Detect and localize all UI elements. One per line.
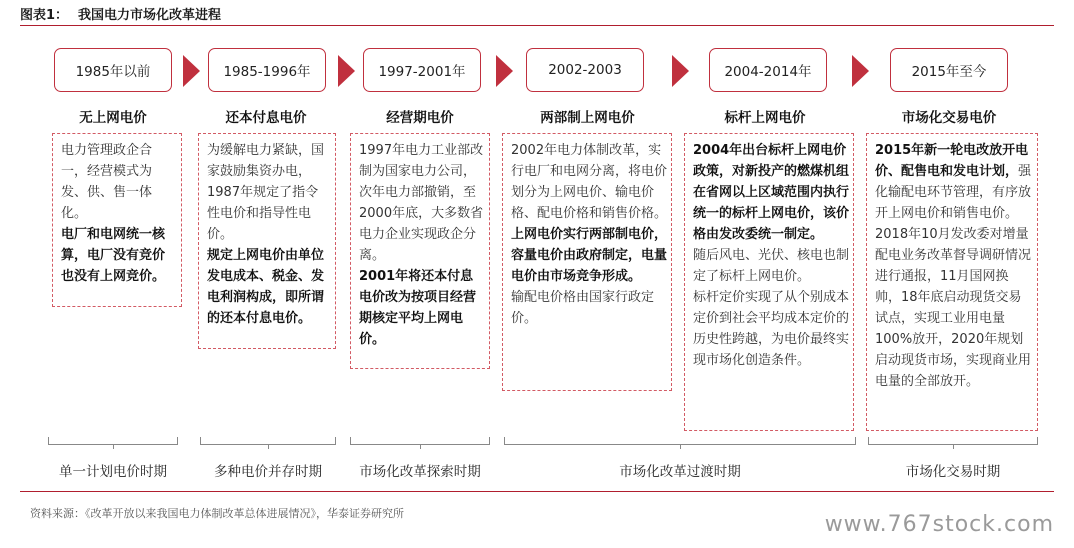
caption-3: 经营期电价 xyxy=(386,110,454,126)
caption-5: 标杆上网电价 xyxy=(724,110,806,126)
desc-box-4 xyxy=(502,133,672,391)
era-box-2: 1985-1996年 xyxy=(208,48,326,92)
desc-text: 2015年新一轮电改放开电价、配售电和发电计划，强化输配电环节管理，有序放开上网电价和销售电价。2018年10月发改委对增量配电业务改革督导调研情况进行通报，11月国网换帅，18年底启动现货交易试点，实现工业用电量100%放开，2020年规划启动现货市场，实现商业用电量的全部放开。 xyxy=(875,143,1032,389)
caption-6: 市场化交易电价 xyxy=(901,110,997,126)
period-brace xyxy=(868,437,1038,445)
desc-text: 随后风电、光伏、核电也制定了标杆上网电价。 xyxy=(693,248,850,284)
period-label-1: 单一计划电价时期 xyxy=(59,464,167,480)
period-label-3: 市场化改革探索时期 xyxy=(359,464,481,480)
era-box-1: 1985年以前 xyxy=(54,48,172,92)
desc-box-3 xyxy=(350,133,490,369)
desc-text-bold: 电厂和电网统一核算，电厂没有竞价也没有上网竞价。 xyxy=(61,227,166,284)
arrow-right-icon xyxy=(496,55,513,87)
desc-box-6 xyxy=(866,133,1038,431)
era-box-3: 1997-2001年 xyxy=(363,48,481,92)
desc-text-bold: 2001年将还本付息电价改为按项目经营期核定平均上网电价。 xyxy=(359,269,477,347)
caption-1: 无上网电价 xyxy=(79,110,147,126)
caption-4: 两部制上网电价 xyxy=(540,110,635,126)
arrow-right-icon xyxy=(672,55,689,87)
desc-box-2 xyxy=(198,133,336,349)
period-brace xyxy=(504,437,856,445)
arrow-right-icon xyxy=(338,55,355,87)
desc-text: 标杆定价实现了从个别成本定价到社会平均成本定价的历史性跨越，为电价最终实现市场化创造条件。 xyxy=(693,290,850,368)
era-box-5: 2004-2014年 xyxy=(709,48,827,92)
desc-text: 1997年电力工业部改制为国家电力公司，次年电力部撤销，至2000年底，大多数省电力企业实现政企分离。 xyxy=(359,143,484,263)
period-label-2: 多种电价并存时期 xyxy=(214,464,322,480)
arrow-right-icon xyxy=(852,55,869,87)
bottom-rule xyxy=(20,491,1054,492)
caption-2: 还本付息电价 xyxy=(225,110,307,126)
period-brace xyxy=(200,437,336,445)
period-label-4: 市场化改革过渡时期 xyxy=(619,464,741,480)
figure-label: 图表1： xyxy=(20,8,69,23)
watermark: www.767stock.com xyxy=(824,512,1054,537)
era-box-4: 2002-2003 xyxy=(526,48,644,92)
period-label-5: 市场化交易时期 xyxy=(905,464,1001,480)
desc-box-1 xyxy=(52,133,182,307)
period-brace xyxy=(48,437,178,445)
figure-title xyxy=(20,4,221,23)
desc-text-bold: 上网电价实行两部制电价，容量电价由政府制定，电量电价由市场竞争形成。 xyxy=(511,227,668,284)
source-note: 资料来源：《改革开放以来我国电力体制改革总体进展情况》，华泰证券研究所 xyxy=(30,507,404,520)
top-rule xyxy=(20,25,1054,26)
figure-title-text: 我国电力市场化改革进程 xyxy=(78,8,222,23)
period-brace xyxy=(350,437,490,445)
desc-text-bold: 规定上网电价由单位发电成本、税金、发电利润构成，即所谓的还本付息电价。 xyxy=(207,248,325,326)
era-box-6: 2015年至今 xyxy=(890,48,1008,92)
desc-text: 2002年电力体制改革，实行电厂和电网分离，将电价划分为上网电价、输电价格、配电价格和销售价格。 xyxy=(511,143,668,221)
desc-text: 输配电价格由国家行政定价。 xyxy=(511,290,655,326)
desc-text: 为缓解电力紧缺，国家鼓励集资办电，1987年规定了指令性电价和指导性电价。 xyxy=(207,143,325,242)
arrow-right-icon xyxy=(183,55,200,87)
desc-text-bold: 2004年出台标杆上网电价政策，对新投产的燃煤机组在省网以上区域范围内执行统一的标杆上网电价，该价格由发改委统一制定。 xyxy=(693,143,850,242)
desc-box-5 xyxy=(684,133,854,431)
desc-text: 电力管理政企合一，经营模式为发、供、售一体化。 xyxy=(61,143,153,221)
